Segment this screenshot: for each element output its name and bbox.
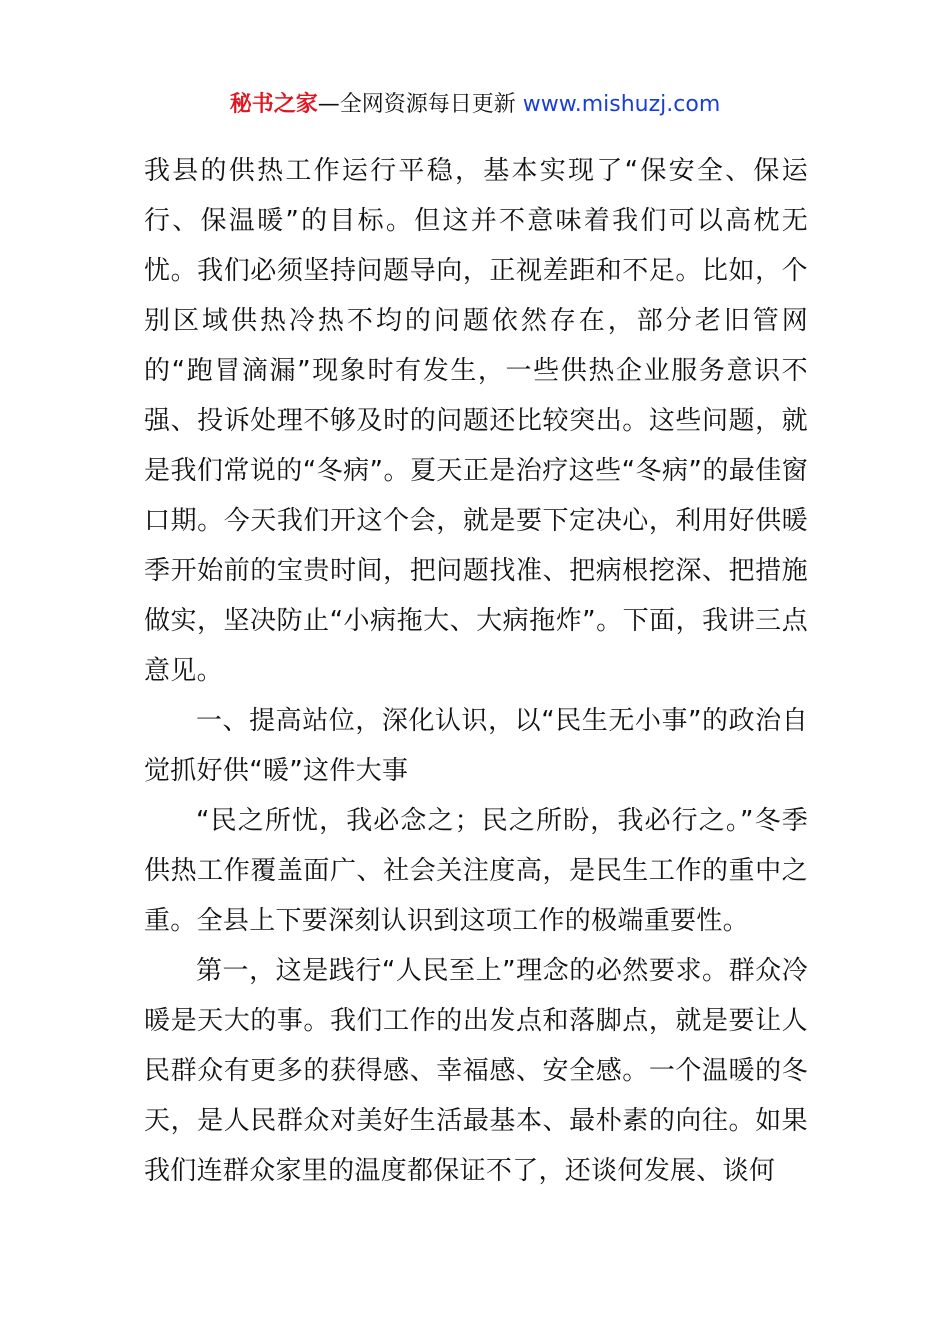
site-header (0, 88, 950, 122)
site-brand: 秘书之家 (229, 92, 318, 117)
section-heading-1: 一、提高站位，深化认识，以“民生无小事”的政治自觉抓好供“暖”这件大事 (144, 706, 808, 786)
paragraph-quote: “民之所忧，我必念之；民之所盼，我必行之。”冬季供热工作覆盖面广、社会关注度高，是民生工作的重中之重。全县上下要深刻认识到这项工作的极端重要性。 (144, 806, 808, 936)
site-url-link[interactable]: www.mishuzj.com (522, 92, 721, 117)
paragraph-first-point: 第一，这是践行“人民至上”理念的必然要求。群众冷暖是天大的事。我们工作的出发点和落脚点，就是要让人民群众有更多的获得感、幸福感、安全感。一个温暖的冬天，是人民群众对美好生活最基本、最朴素的向往。如果我们连群众家里的温度都保证不了，还谈何发展、谈何 (144, 956, 808, 1186)
document-body (144, 146, 808, 1196)
site-tagline: —全网资源每日更新 (317, 92, 523, 117)
paragraph-intro-continuation: 我县的供热工作运行平稳，基本实现了“保安全、保运行、保温暖”的目标。但这并不意味着我们可以高枕无忧。我们必须坚持问题导向，正视差距和不足。比如，个别区域供热冷热不均的问题依然存在，部分老旧管网的“跑冒滴漏”现象时有发生，一些供热企业服务意识不强、投诉处理不够及时的问题还比较突出。这些问题，就是我们常说的“冬病”。夏天正是治疗这些“冬病”的最佳窗口期。今天我们开这个会，就是要下定决心，利用好供暖季开始前的宝贵时间，把问题找准、把病根挖深、把措施做实，坚决防止“小病拖大、大病拖炸”。下面，我讲三点意见。 (144, 156, 808, 686)
